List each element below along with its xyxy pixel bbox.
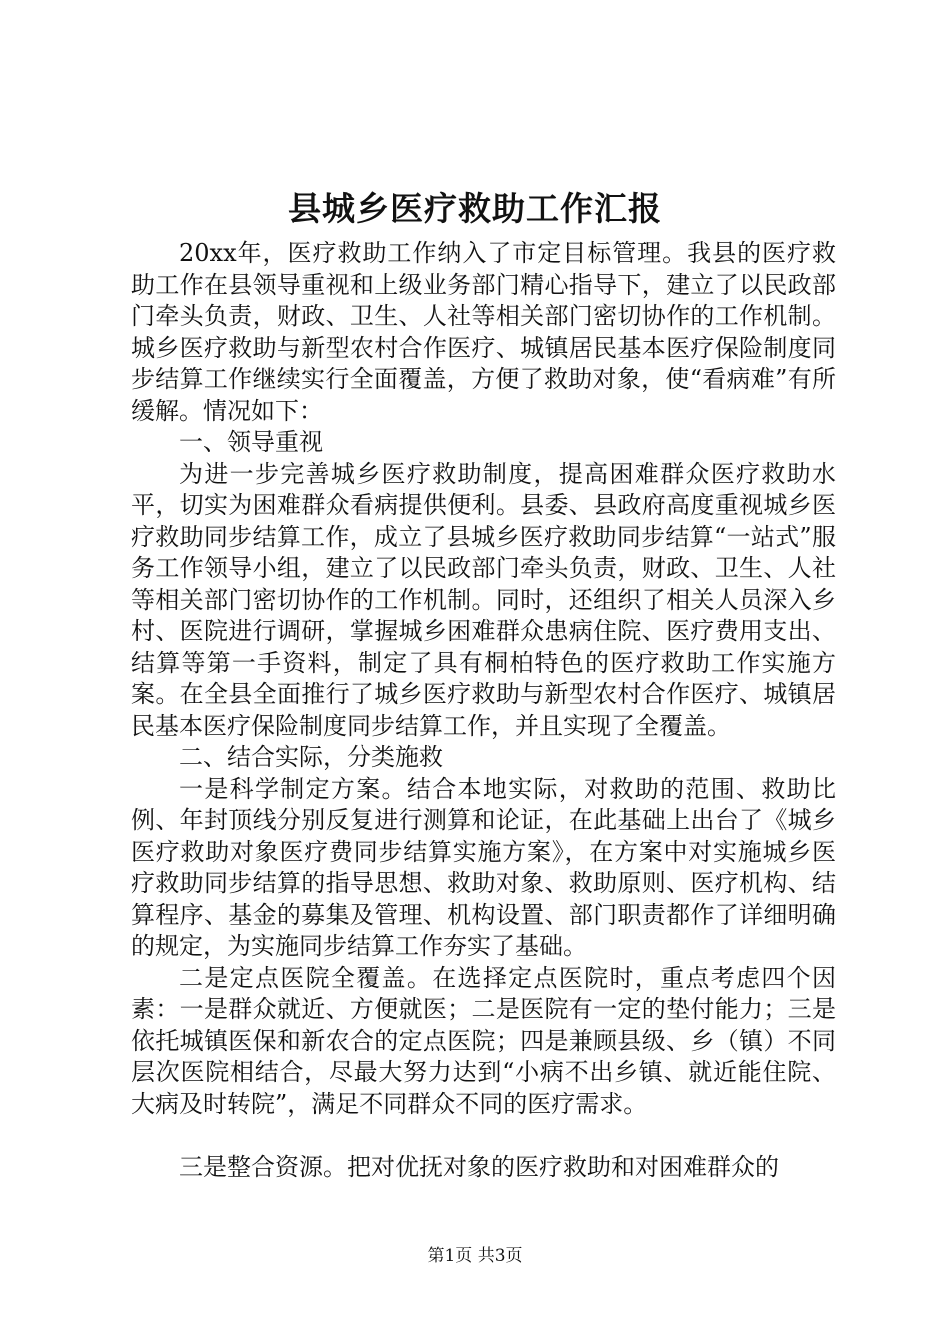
page-footer: 第1页 共3页 bbox=[427, 1246, 523, 1266]
section-heading-1: 一、领导重视 bbox=[179, 428, 323, 456]
paragraph-resources: 三是整合资源。把对优抚对象的医疗救助和对困难群众的 bbox=[179, 1153, 779, 1181]
paragraph-plan: 一是科学制定方案。结合本地实际，对救助的范围、救助比例、年封顶线分别反复进行测算和论证，在此基础上出台了《城乡医疗救助对象医疗费同步结算实施方案》，在方案中对实施城乡医疗救助同步结算的指导思想、救助对象、救助原则、医疗机构、结算程序、基金的募集及管理、机构设置、部门职责都作了详细明确的规定，为实施同步结算工作夯实了基础。 bbox=[131, 774, 836, 960]
paragraph-leadership: 为进一步完善城乡医疗救助制度，提高困难群众医疗救助水平，切实为困难群众看病提供便利。县委、县政府高度重视城乡医疗救助同步结算工作，成立了县城乡医疗救助同步结算“一站式”服务工作领导小组，建立了以民政部门牵头负责，财政、卫生、人社等相关部门密切协作的工作机制。同时，还组织了相关人员深入乡村、医院进行调研，掌握城乡困难群众患病住院、医疗费用支出、结算等第一手资料，制定了具有桐柏特色的医疗救助工作实施方案。在全县全面推行了城乡医疗救助与新型农村合作医疗、城镇居民基本医疗保险制度同步结算工作，并且实现了全覆盖。 bbox=[131, 459, 836, 740]
paragraph-hospitals: 二是定点医院全覆盖。在选择定点医院时，重点考虑四个因素：一是群众就近、方便就医；二是医院有一定的垫付能力；三是依托城镇医保和新农合的定点医院；四是兼顾县级、乡（镇）不同层次医院相结合，尽最大努力达到“小病不出乡镇、就近能住院、大病及时转院”，满足不同群众不同的医疗需求。 bbox=[131, 963, 836, 1118]
paragraph-intro: 20xx年，医疗救助工作纳入了市定目标管理。我县的医疗救助工作在县领导重视和上级业务部门精心指导下，建立了以民政部门牵头负责，财政、卫生、人社等相关部门密切协作的工作机制。城乡医疗救助与新型农村合作医疗、城镇居民基本医疗保险制度同步结算工作继续实行全面覆盖，方便了救助对象，使“看病难”有所缓解。情况如下： bbox=[131, 239, 836, 425]
section-heading-2: 二、结合实际，分类施救 bbox=[179, 743, 443, 771]
document-body bbox=[131, 238, 836, 1120]
document-title: 县城乡医疗救助工作汇报 bbox=[288, 189, 662, 228]
